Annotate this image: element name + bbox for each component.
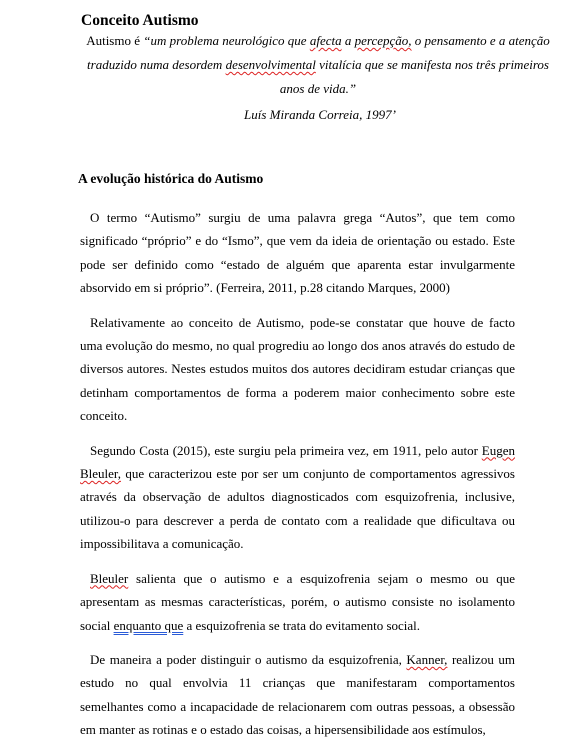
- section-heading: A evolução histórica do Autismo: [78, 171, 264, 186]
- paragraph: [80, 648, 515, 742]
- spellcheck-word: desenvolvimental: [225, 57, 316, 72]
- spellcheck-word: Eugen: [481, 442, 515, 458]
- quote-attribution: Luís Miranda Correia, 1997’: [244, 107, 396, 122]
- paragraph: Relativamente ao conceito de Autismo, pode-se constatar que houve de facto uma evolução do mesmo, no qual progrediu ao longo dos anos através do estudo de diversos autores. Nestes estudos muitos dos autores decidiram estudar crianças que detinham comportamentos de forma a poderem maior conhecimento sobre este conceito.: [80, 314, 515, 424]
- quote-segment: o pensamento e a atenção traduzido numa desordem: [87, 33, 550, 72]
- quote-segment: vitalícia que se manifesta nos três primeiros anos de vida.”: [279, 57, 549, 96]
- paragraph: O termo “Autismo” surgiu de uma palavra grega “Autos”, que tem como significado “próprio” e do “Ismo”, que vem da ideia de orientação ou estado. Este pode ser definido como “estado de alguém que aparenta estar invulgarmente absorvido em si próprio”. (Ferreira, 2011, p.28 citando Marques, 2000): [80, 210, 515, 296]
- paragraph-segment: salienta que o autismo e a esquizofrenia sejam o mesmo ou que apresentam as mesmas características, porém, o autismo consiste no isolamento social: [80, 570, 515, 633]
- paragraph-segment: a esquizofrenia se trata do evitamento social.: [183, 617, 421, 633]
- paragraph-segment: realizou um estudo no qual envolvia 11 crianças que manifestaram comportamentos semelhantes como a incapacidade de relacionarem com outras pessoas, a obsessão em manter as rotinas e o estado das coisas, a hipersensibilidade aos estímulos,: [80, 651, 515, 738]
- paragraph: [80, 439, 515, 556]
- paragraph-segment: que caracterizou este por ser um conjunto de comportamentos agressivos através da observação de adultos diagnosticados com esquizofrenia, inclusive, utilizou-o para descrever a perda de contato com a realidade que dificultava ou impossibilitava a comunicação.: [80, 466, 515, 552]
- paragraph-segment: Segundo Costa (2015), este surgiu pela primeira vez, em 1911, pelo autor: [90, 442, 482, 458]
- spellcheck-word: Kanner,: [406, 651, 448, 667]
- quote-text: [78, 29, 558, 101]
- spellcheck-word: Bleuler,: [80, 466, 121, 482]
- spellcheck-word: percepção,: [354, 33, 412, 48]
- spellcheck-word: afecta: [309, 33, 342, 48]
- quote-segment: “um problema neurológico que: [143, 33, 310, 48]
- quote-segment: a: [341, 33, 355, 48]
- body-text: [80, 206, 515, 753]
- paragraph-segment: De maneira a poder distinguir o autismo da esquizofrenia,: [90, 651, 407, 667]
- quote-intro: Autismo é: [86, 33, 144, 48]
- document-title: Conceito Autismo: [81, 12, 199, 29]
- spellcheck-word: Bleuler: [90, 570, 129, 586]
- epigraph-quote: [78, 29, 558, 101]
- grammar-check-phrase: enquanto que: [113, 617, 184, 633]
- paragraph: [80, 567, 515, 637]
